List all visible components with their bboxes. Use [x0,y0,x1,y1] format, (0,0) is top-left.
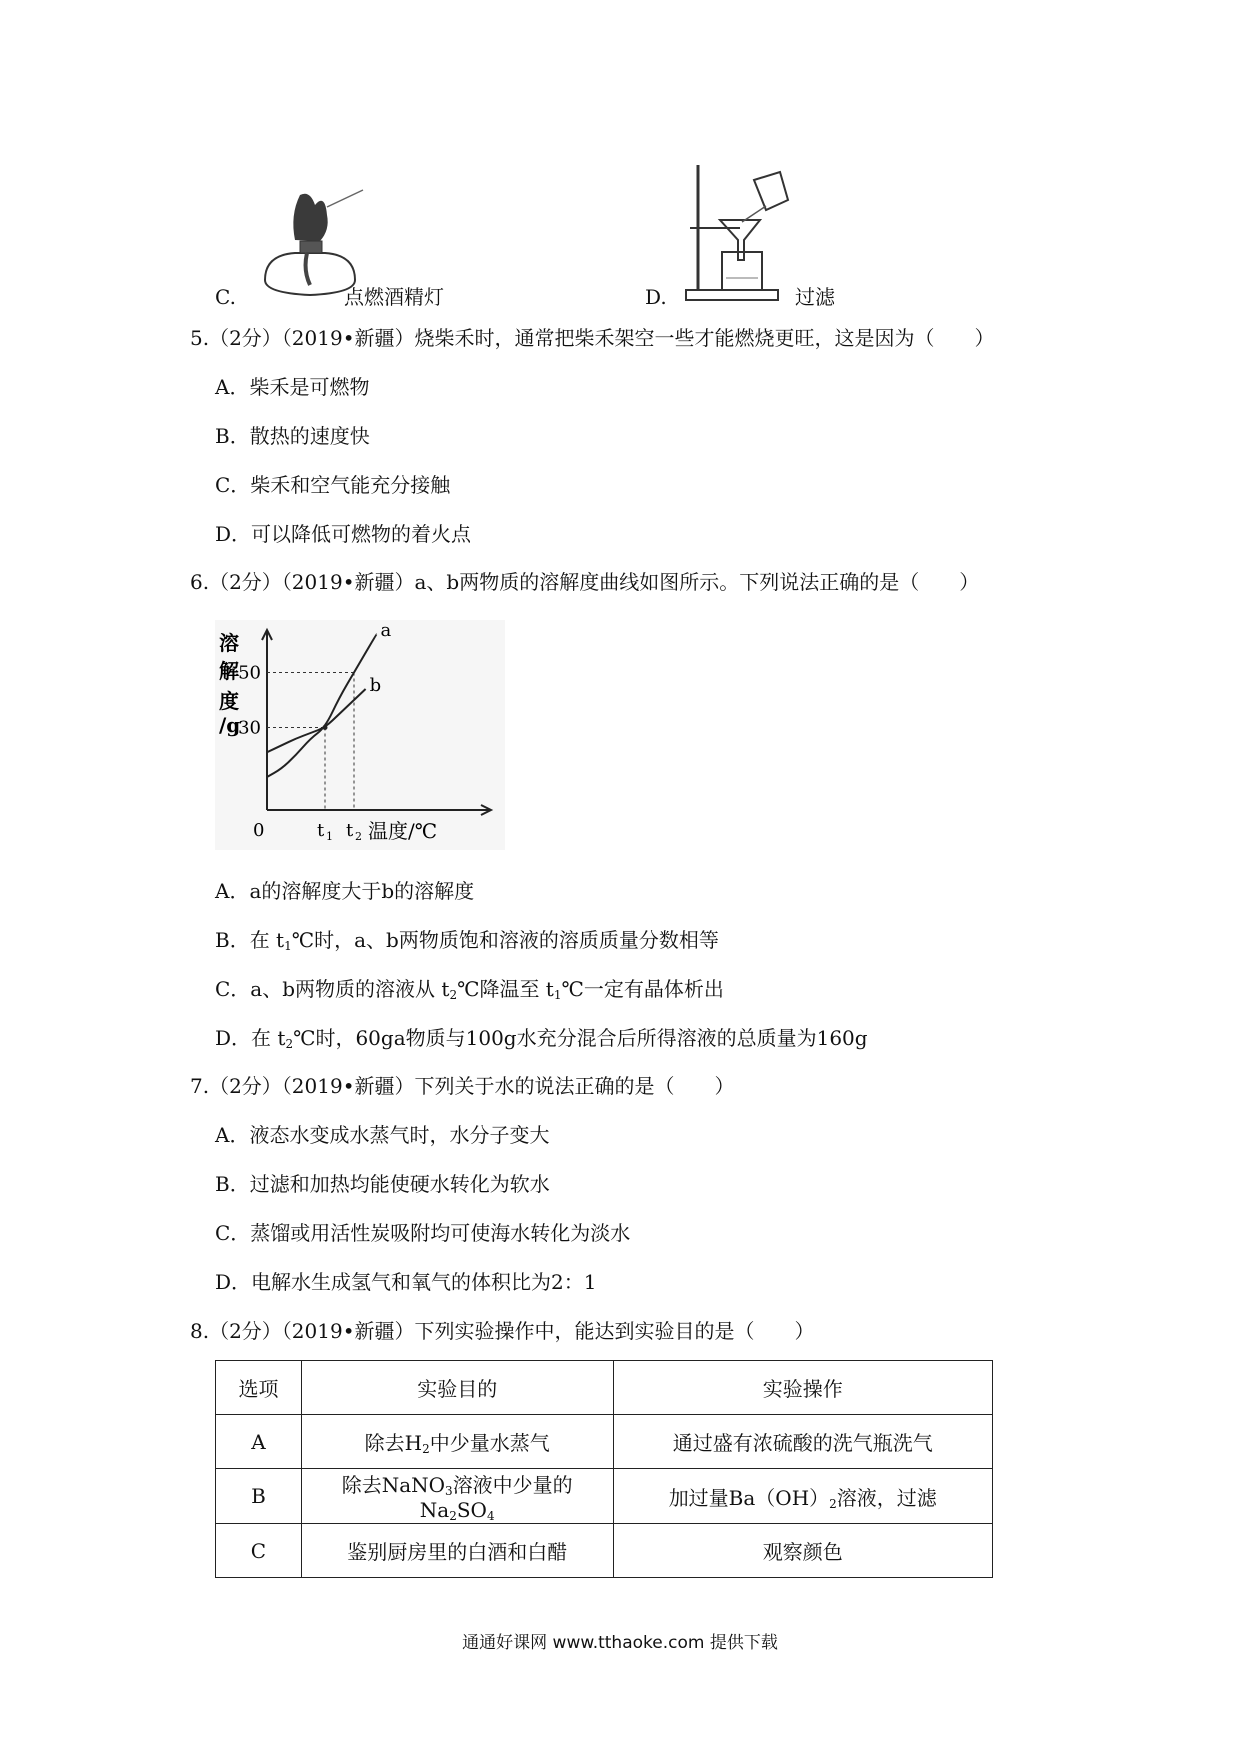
question-8-stem: 8.（2分）（2019•新疆）下列实验操作中，能达到实验目的是（ ） [190,1319,815,1343]
x-axis-label: 温度/℃ [368,819,438,843]
question-7-stem: 7.（2分）（2019•新疆）下列关于水的说法正确的是（ ） [190,1074,735,1098]
intersection-point [323,725,328,730]
question-7-option-b: B．过滤和加热均能使硬水转化为软水 [215,1172,550,1196]
x-tick-t2-sub: 2 [355,830,362,843]
series-label-a: a [380,620,392,641]
question-6-option-c: C．a、b两物质的溶液从 $t_2℃$降温至 $t_1℃$一定有晶体析出 [215,977,724,1002]
question-7-option-d: D．电解水生成氢气和氧气的体积比为2：1 [215,1270,597,1294]
question-6-option-d: D．在 $t_2℃$时，60ga物质与100g水充分混合后所得溶液的总质量为160g [215,1026,868,1051]
option-d-text: 过滤 [795,285,835,309]
solubility-curve-chart [215,620,505,850]
question-5-option-c: C．柴禾和空气能充分接触 [215,473,451,497]
option-c-letter: C. [215,285,236,309]
experiment-table [215,1360,993,1578]
page-footer: 通通好课网 www.tthaoke.com 提供下载 [462,1633,778,1653]
question-6-option-a: A．a的溶解度大于b的溶解度 [215,879,475,903]
y-tick-30: 30 [238,717,261,739]
y-axis-label-char: 度 [219,689,239,713]
row-goal: 除去NaNO$_3$溶液中少量的$Na_2SO_4$ [301,1469,613,1524]
origin-label: 0 [253,820,265,841]
y-tick-50: 50 [238,662,261,684]
series-label-b: b [369,675,382,696]
row-operation: 通过盛有浓硫酸的洗气瓶洗气 [613,1415,993,1469]
row-operation: 加过量$Ba(OH)_2$溶液，过滤 [613,1469,993,1524]
y-axis-label-char: /g [219,713,241,737]
question-6-stem: 6.（2分）（2019•新疆）a、b两物质的溶解度曲线如图所示。下列说法正确的是（ ） [190,570,980,594]
question-5-option-b: B．散热的速度快 [215,424,370,448]
header-operation: 实验操作 [613,1361,993,1415]
table-row [216,1524,993,1578]
row-goal: 除去$H_2$中少量水蒸气 [301,1415,613,1469]
row-option: C [216,1524,302,1578]
option-c-text: 点燃酒精灯 [344,285,444,309]
header-goal: 实验目的 [301,1361,613,1415]
table-row [216,1415,993,1469]
x-tick-t1: t [317,820,325,841]
row-option: B [216,1469,302,1524]
table-header-row [216,1361,993,1415]
question-7-option-c: C．蒸馏或用活性炭吸附均可使海水转化为淡水 [215,1221,631,1245]
header-option: 选项 [216,1361,302,1415]
question-5-option-d: D．可以降低可燃物的着火点 [215,522,472,546]
row-operation: 观察颜色 [613,1524,993,1578]
row-option: A [216,1415,302,1469]
option-d-letter: D. [645,285,667,309]
filtration-apparatus-illustration [680,160,800,305]
x-tick-t2: t [346,820,354,841]
y-axis-label-char: 溶 [219,631,239,655]
question-6-option-b: B．在 $t_1℃$时，a、b两物质饱和溶液的溶质质量分数相等 [215,928,719,953]
question-7-option-a: A．液态水变成水蒸气时，水分子变大 [215,1123,550,1147]
question-5-option-a: A．柴禾是可燃物 [215,375,370,399]
y-axis-label-char: 解 [219,659,239,683]
x-tick-t1-sub: 1 [326,830,333,843]
question-5-stem: 5.（2分）（2019•新疆）烧柴禾时，通常把柴禾架空一些才能燃烧更旺，这是因为（ ） [190,326,995,350]
row-goal: 鉴别厨房里的白酒和白醋 [301,1524,613,1578]
table-row [216,1469,993,1524]
